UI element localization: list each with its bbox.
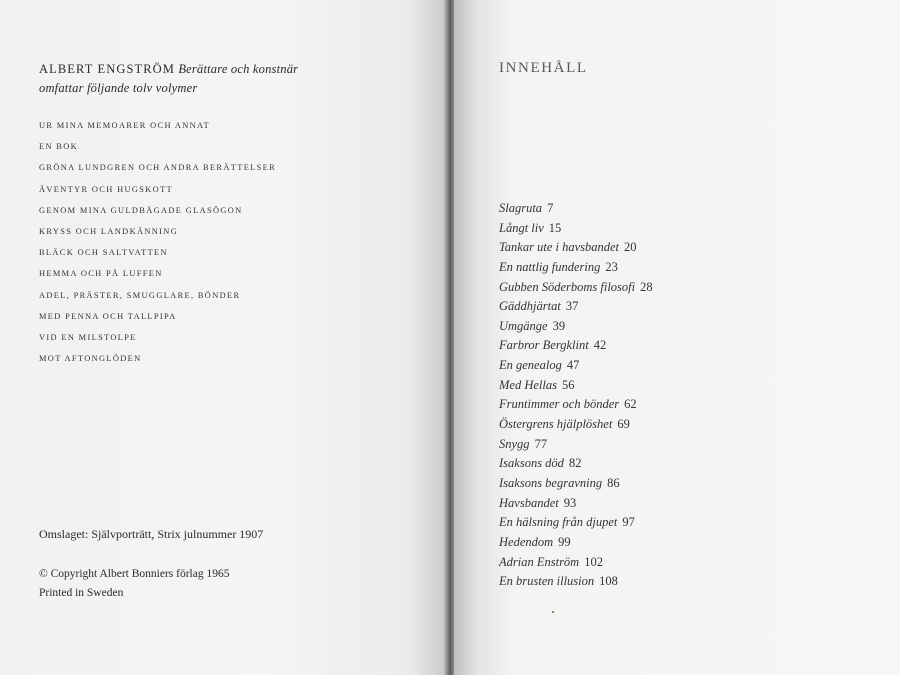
author-tagline: Berättare och konstnär [178,62,299,76]
imprint [39,565,229,603]
toc-entry-title: Gäddhjärtat [499,299,561,314]
toc-entry-page: 102 [584,554,603,569]
copyright-line: © Copyright Albert Bonniers förlag 1965 [39,568,230,580]
toc-entry-title: Umgänge [499,318,548,333]
toc-entry-title: En genealog [499,358,562,373]
toc-entry-title: Adrian Enström [499,554,580,569]
toc-entry-page: 23 [605,259,618,274]
toc-entry [499,513,653,533]
toc-entry-title: En hälsning från djupet [499,515,618,530]
toc-entry-page: 56 [561,377,575,392]
toc-entry-title: Isaksons begravning [499,475,603,490]
heading-line-1 [39,60,298,79]
author-name: ALBERT ENGSTRÖM [39,62,176,76]
volume-item: EN BOK [39,142,79,152]
toc-entry-title: Tankar ute i havsbandet [499,240,620,255]
toc-entry-title: Farbror Bergklint [499,338,589,353]
toc-entry-page: 15 [548,220,562,235]
toc-entry [499,395,653,415]
toc-entry-title: Östergrens hjälplöshet [499,417,613,432]
paper-speck [552,611,554,613]
toc-entry [499,553,653,573]
toc-entry [499,278,653,298]
series-intro: omfattar följande tolv volymer [39,81,198,95]
toc-entry-page: 82 [568,456,582,471]
toc-entry [499,376,653,396]
toc-entry-page: 47 [566,358,580,373]
toc-entry-page: 108 [599,574,618,589]
cover-note: Omslaget: Självporträtt, Strix julnummer 1907 [39,527,264,541]
toc-entry [499,415,653,435]
toc-entry-title: Gubben Söderboms filosofi [499,279,636,294]
toc-entry [499,435,653,455]
toc-entry-page: 77 [534,436,548,451]
toc-entry [499,317,653,337]
toc-entry [499,238,653,258]
toc-entry-page: 99 [558,534,571,549]
toc-entry-page: 97 [622,515,635,530]
volume-item: GENOM MINA GULDBÅGADE GLASÖGON [39,205,243,215]
volume-item: KRYSS OCH LANDKÄNNING [39,226,179,236]
toc-entry-page: 69 [617,417,630,432]
toc-entry-page: 37 [565,299,579,314]
toc-entry [499,356,653,376]
toc-entry-page: 86 [607,475,620,490]
volume-item: VID EN MILSTOLPE [39,332,137,342]
toc-entry-page: 42 [593,338,607,353]
volume-item: BLÄCK OCH SALTVATTEN [39,248,168,258]
volume-item: HEMMA OCH PÅ LUFFEN [39,269,163,279]
toc-entry [499,336,653,356]
toc-entry-title: Havsbandet [499,495,559,510]
volume-list [39,118,276,372]
toc-entry-page: 20 [624,240,637,255]
toc-entry-title: Hedendom [499,534,554,549]
toc-entry-title: En nattlig fundering [499,259,601,274]
series-heading [39,60,298,98]
toc-entry [499,533,653,553]
toc-entry [499,297,653,317]
printed-line: Printed in Sweden [39,587,124,599]
toc-entry-title: Med Hellas [499,377,557,392]
volume-item: GRÖNA LUNDGREN OCH ANDRA BERÄTTELSER [39,163,277,173]
volume-item: ÄVENTYR OCH HUGSKOTT [39,184,174,194]
volume-item: MOT AFTONGLÖDEN [39,354,142,364]
toc-entry-page: 62 [624,397,637,412]
toc-entry-title: Långt liv [499,220,544,235]
toc-entry-title: Slagruta [499,201,543,215]
toc-entry [499,572,653,592]
toc-entry-page: 7 [547,201,554,215]
toc-entry-page: 93 [563,495,577,510]
toc-entry-title: Snygg [499,436,530,451]
toc-entry [499,474,653,494]
toc-title: INNEHÅLL [499,60,588,76]
toc-entry [499,219,653,239]
toc-entry-title: Isaksons död [499,456,564,471]
volume-item: ADEL, PRÄSTER, SMUGGLARE, BÖNDER [39,290,241,300]
toc-entry-title: Fruntimmer och bönder [499,397,620,412]
toc-entry-page: 28 [640,279,653,294]
toc-entry-page: 39 [552,318,566,333]
toc-entry [499,454,653,474]
toc-entry-title: En brusten illusion [499,574,595,589]
toc-entry [499,199,653,219]
left-page [0,0,446,675]
toc-entry [499,494,653,514]
toc-list [499,199,653,592]
volume-item: UR MINA MEMOARER OCH ANNAT [39,121,210,130]
volume-item: MED PENNA OCH TALLPIPA [39,311,177,321]
toc-entry [499,258,653,278]
